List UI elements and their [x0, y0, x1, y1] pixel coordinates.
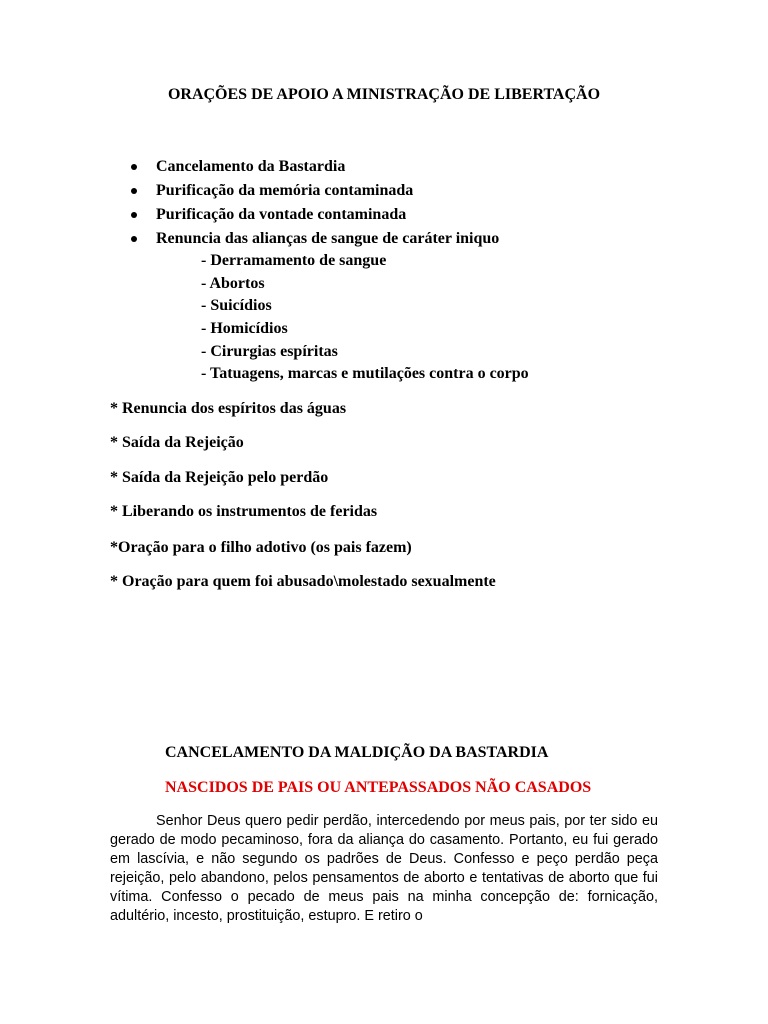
sub-item: - Derramamento de sangue — [201, 252, 387, 269]
star-item: *Oração para o filho adotivo (os pais fazem) — [110, 539, 412, 556]
star-item: * Oração para quem foi abusado\molestado sexualmente — [110, 573, 496, 590]
bullet-icon — [131, 212, 137, 218]
sub-item: - Suicídios — [201, 297, 272, 315]
body-paragraph: Senhor Deus quero pedir perdão, intercedendo por meus pais, por ter sido eu gerado de modo pecaminoso, fora da aliança do casamento. Portanto, eu fui gerado em lascívia, e não segundo os padrões de Deus. Confesso e peço perdão peça rejeição, pelo abandono, pelos pensamentos de aborto e tentativas de aborto que fui vítima. Confesso o pecado de meus pais na minha concepção de: fornicação, adultério, incesto, prostituição, estupro. E retiro o — [110, 813, 658, 924]
sub-item: - Abortos — [201, 274, 265, 292]
sub-list — [201, 250, 529, 386]
section-title: CANCELAMENTO DA MALDIÇÃO DA BASTARDIA — [165, 744, 549, 761]
sub-item: - Cirurgias espíritas — [201, 342, 338, 360]
bullet-icon — [131, 236, 137, 242]
star-item: * Renuncia dos espíritos das águas — [110, 400, 347, 417]
section-subtitle: NASCIDOS DE PAIS OU ANTEPASSADOS NÃO CASADOS — [165, 779, 592, 796]
bullet-list — [131, 155, 499, 251]
sub-item: - Tatuagens, marcas e mutilações contra o corpo — [201, 365, 529, 383]
bullet-text: Purificação da memória contaminada — [156, 182, 414, 199]
bullet-text: Purificação da vontade contaminada — [156, 206, 407, 223]
star-item: * Saída da Rejeição — [110, 434, 244, 451]
list-item — [131, 155, 499, 179]
list-item — [131, 179, 499, 203]
bullet-text: Cancelamento da Bastardia — [156, 158, 346, 175]
star-item: * Saída da Rejeição pelo perdão — [110, 469, 329, 486]
bullet-icon — [131, 188, 137, 194]
list-item — [131, 227, 499, 251]
bullet-icon — [131, 164, 137, 170]
sub-item: - Homicídios — [201, 320, 288, 338]
bullet-text: Renuncia das alianças de sangue de caráter iniquo — [156, 230, 500, 247]
star-item: * Liberando os instrumentos de feridas — [110, 503, 378, 520]
list-item — [131, 203, 499, 227]
document-title: ORAÇÕES DE APOIO A MINISTRAÇÃO DE LIBERTAÇÃO — [167, 86, 601, 103]
